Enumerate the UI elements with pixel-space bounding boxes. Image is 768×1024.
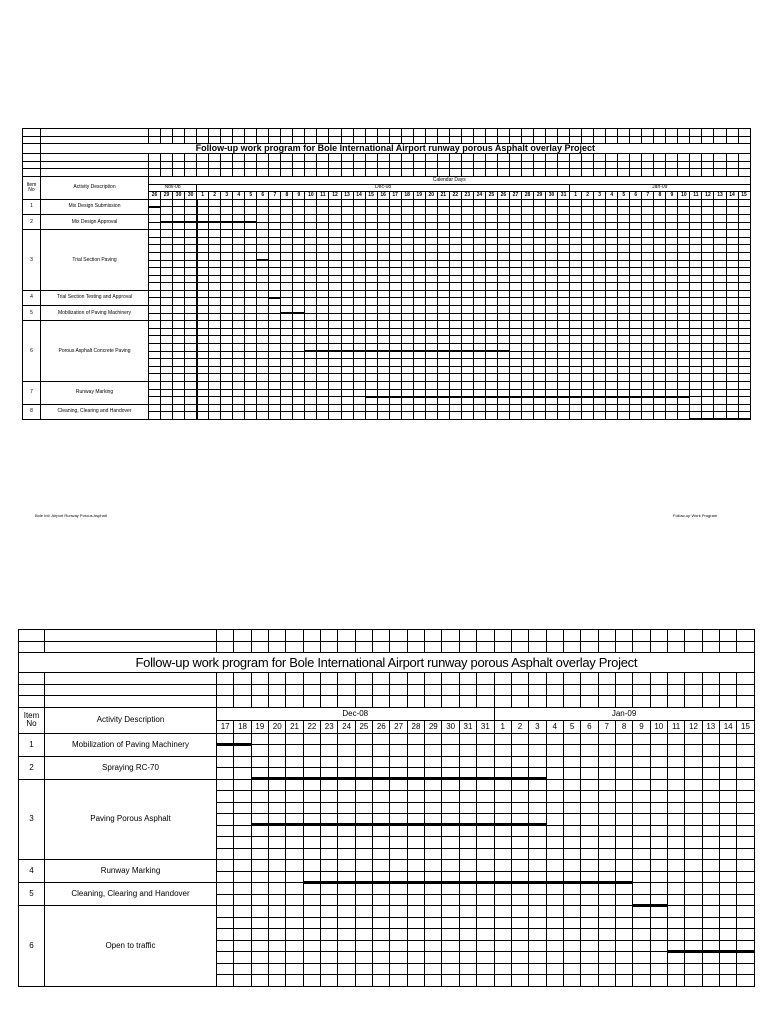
gantt-bar	[251, 777, 546, 780]
day-label: 24	[473, 192, 485, 200]
item-no: 2	[23, 214, 41, 229]
month-label: Dec-08	[217, 707, 495, 720]
footer-right: Follow-up Work Program	[673, 513, 718, 518]
activity-description: Runway Marking	[41, 382, 149, 405]
day-label: 27	[390, 720, 407, 733]
day-label: 30	[442, 720, 459, 733]
day-label: 4	[233, 192, 245, 200]
day-label: 26	[373, 720, 390, 733]
day-label: 3	[594, 192, 606, 200]
activity-description: Spraying RC-70	[45, 756, 217, 779]
day-label: 23	[461, 192, 473, 200]
day-label: 12	[685, 720, 702, 733]
day-label: 13	[341, 192, 353, 200]
activity-description: Mobilization of Paving Machinery	[41, 306, 149, 321]
day-label: 12	[329, 192, 341, 200]
gantt-bar	[690, 418, 750, 420]
gantt-bar	[251, 823, 546, 826]
item-no: 7	[23, 382, 41, 405]
day-label: 31	[477, 720, 494, 733]
day-label: 13	[714, 192, 726, 200]
day-label: 13	[702, 720, 719, 733]
activity-description: Trial Section Paving	[41, 230, 149, 291]
day-label: 1	[570, 192, 582, 200]
day-label: 28	[407, 720, 424, 733]
day-label: 1	[197, 192, 209, 200]
item-no: 2	[19, 756, 45, 779]
gantt-bar	[256, 259, 268, 261]
day-label: 7	[598, 720, 615, 733]
day-label: 15	[365, 192, 377, 200]
gantt-bar	[365, 396, 690, 398]
day-label: 16	[377, 192, 389, 200]
gantt-bar	[160, 221, 256, 223]
day-label: 15	[737, 720, 754, 733]
day-label: 20	[425, 192, 437, 200]
day-label: 11	[667, 720, 684, 733]
day-label: 6	[581, 720, 598, 733]
day-label: 9	[633, 720, 650, 733]
footer-left: Bole Intl. Airport Runway Porous Asphalt	[35, 513, 107, 518]
day-label: 30	[173, 192, 185, 200]
item-no: 8	[23, 404, 41, 419]
item-no: 3	[19, 779, 45, 860]
gantt-bar	[667, 950, 754, 953]
day-label: 9	[666, 192, 678, 200]
day-label: 23	[321, 720, 338, 733]
day-label: 9	[293, 192, 305, 200]
day-label: 11	[317, 192, 329, 200]
day-label: 22	[303, 720, 320, 733]
activity-description: Porous Asphalt Concrete Paving	[41, 321, 149, 382]
activity-description: Mix Design Submission	[41, 199, 149, 214]
activity-description: Paving Porous Asphalt	[45, 779, 217, 860]
day-label: 25	[485, 192, 497, 200]
day-label: 31	[558, 192, 570, 200]
activity-description: Mobilization of Paving Machinery	[45, 733, 217, 756]
activity-description: Cleaning, Clearing and Handover	[41, 404, 149, 419]
day-label: 14	[353, 192, 365, 200]
day-label: 30	[185, 192, 197, 200]
item-no: 5	[19, 883, 45, 906]
item-no: 1	[23, 199, 41, 214]
day-label: 5	[618, 192, 630, 200]
day-label: 2	[511, 720, 528, 733]
item-no: 4	[23, 290, 41, 305]
day-label: 19	[251, 720, 268, 733]
day-label: 21	[286, 720, 303, 733]
day-label: 5	[245, 192, 257, 200]
item-no: 4	[19, 860, 45, 883]
day-label: 15	[738, 192, 750, 200]
gantt-bar	[280, 312, 304, 314]
month-label: Jan-09	[570, 184, 750, 192]
item-no-header: Item No	[23, 176, 41, 199]
day-label: 8	[654, 192, 666, 200]
day-label: 29	[534, 192, 546, 200]
day-label: 7	[642, 192, 654, 200]
item-no: 6	[19, 906, 45, 987]
day-label: 1	[494, 720, 511, 733]
calendar-days-header: Calendar Days	[149, 176, 751, 184]
day-label: 14	[719, 720, 736, 733]
day-label: 5	[563, 720, 580, 733]
day-label: 22	[449, 192, 461, 200]
item-no: 5	[23, 306, 41, 321]
day-label: 27	[509, 192, 521, 200]
activity-header: Activity Description	[41, 176, 149, 199]
day-label: 8	[281, 192, 293, 200]
day-label: 17	[389, 192, 401, 200]
schedule-table	[18, 629, 755, 987]
day-label: 18	[234, 720, 251, 733]
schedule-table	[22, 128, 751, 420]
day-label: 20	[269, 720, 286, 733]
day-label: 3	[529, 720, 546, 733]
gantt-bar	[268, 297, 280, 299]
day-label: 26	[497, 192, 509, 200]
day-label: 25	[355, 720, 372, 733]
sheet-title: Follow-up work program for Bole International Airport runway porous Asphalt overlay Project	[41, 144, 751, 154]
day-label: 4	[546, 720, 563, 733]
month-label: Nov-08	[149, 184, 197, 192]
activity-header: Activity Description	[45, 707, 217, 733]
day-label: 28	[521, 192, 533, 200]
day-label: 21	[437, 192, 449, 200]
day-label: 10	[650, 720, 667, 733]
activity-description: Trial Section Testing and Approval	[41, 290, 149, 305]
day-label: 10	[678, 192, 690, 200]
gantt-bar	[303, 881, 633, 884]
month-label: Jan-09	[494, 707, 754, 720]
gantt-bar	[148, 206, 160, 208]
gantt-bar	[305, 350, 510, 352]
activity-description: Cleaning, Clearing and Handover	[45, 883, 217, 906]
day-label: 7	[269, 192, 281, 200]
day-label: 24	[338, 720, 355, 733]
day-label: 3	[221, 192, 233, 200]
gantt-bar	[216, 743, 251, 746]
day-label: 31	[459, 720, 476, 733]
schedule-sheet-1	[22, 128, 750, 420]
activity-description: Mix Design Approval	[41, 214, 149, 229]
day-label: 17	[217, 720, 234, 733]
day-label: 30	[546, 192, 558, 200]
activity-description: Open to traffic	[45, 906, 217, 987]
activity-description: Runway Marking	[45, 860, 217, 883]
day-label: 4	[606, 192, 618, 200]
schedule-sheet-2	[18, 629, 754, 987]
day-label: 12	[702, 192, 714, 200]
day-label: 29	[425, 720, 442, 733]
day-label: 14	[726, 192, 738, 200]
day-label: 19	[413, 192, 425, 200]
day-label: 6	[630, 192, 642, 200]
day-label: 10	[305, 192, 317, 200]
item-no-header: Item No	[19, 707, 45, 733]
day-label: 6	[257, 192, 269, 200]
item-no: 1	[19, 733, 45, 756]
item-no: 3	[23, 230, 41, 291]
item-no: 6	[23, 321, 41, 382]
sheet-title: Follow-up work program for Bole International Airport runway porous Asphalt overlay Project	[19, 653, 755, 673]
day-label: 29	[161, 192, 173, 200]
day-label: 26	[149, 192, 161, 200]
day-label: 2	[582, 192, 594, 200]
month-label: Dec-08	[197, 184, 570, 192]
day-label: 18	[401, 192, 413, 200]
day-label: 8	[615, 720, 632, 733]
day-label: 11	[690, 192, 702, 200]
gantt-bar	[633, 904, 668, 907]
day-label: 2	[209, 192, 221, 200]
